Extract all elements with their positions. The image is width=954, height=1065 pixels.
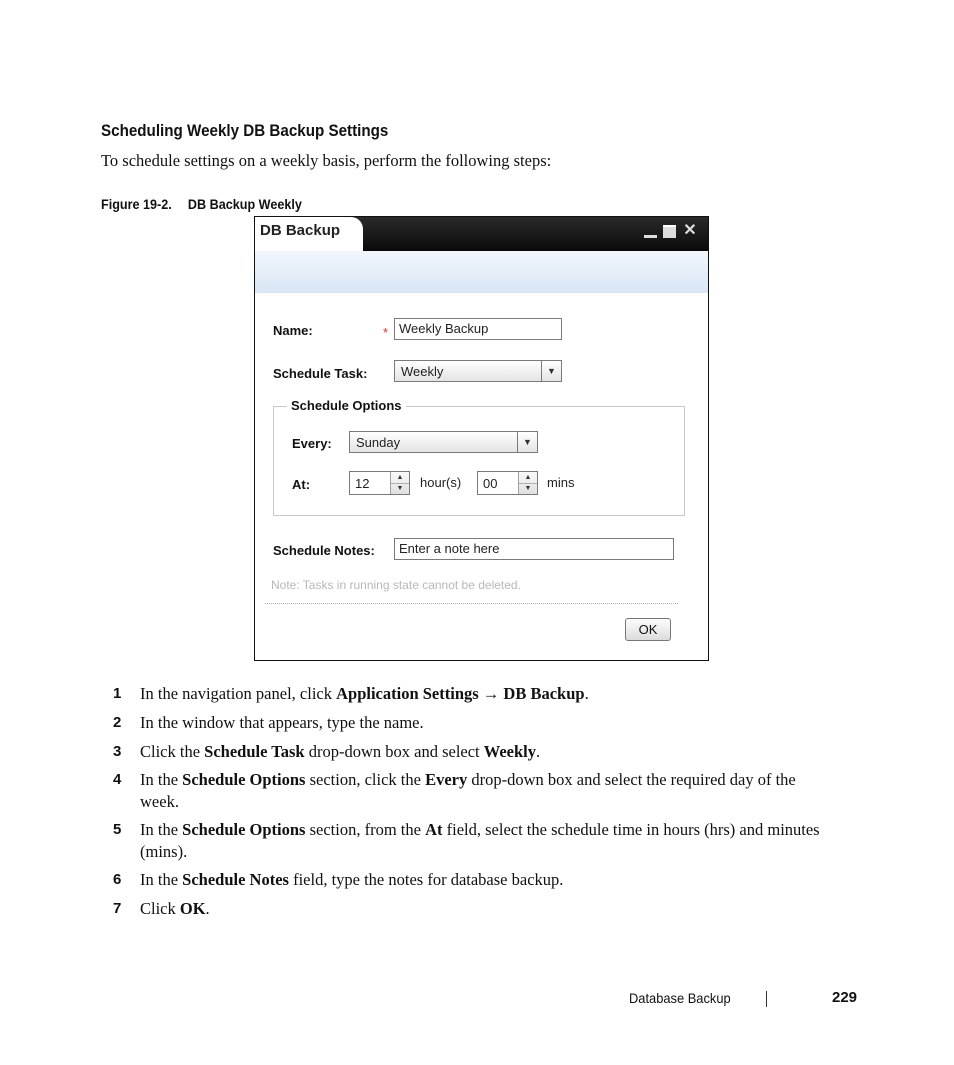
footer-section: Database Backup: [629, 990, 731, 1006]
step-text-part: section, click the: [305, 770, 426, 789]
every-label: Every:: [292, 436, 332, 451]
step-text: [140, 869, 830, 891]
schedule-task-select[interactable]: [394, 360, 562, 382]
schedule-notes-input[interactable]: Enter a note here: [394, 538, 674, 560]
step-text: [140, 712, 830, 734]
mins-stepper[interactable]: [477, 471, 538, 495]
schedule-task-value: Weekly: [401, 364, 444, 379]
step-number: 3: [113, 743, 122, 760]
window-controls: [644, 223, 698, 239]
step-text-part: drop-down box and select the required day of the week.: [140, 770, 796, 811]
section-intro: To schedule settings on a weekly basis, perform the following steps:: [101, 151, 552, 170]
every-select[interactable]: [349, 431, 538, 453]
decrement-icon[interactable]: ▼: [396, 485, 404, 492]
step-number: 4: [113, 771, 122, 788]
maximize-icon[interactable]: [663, 225, 676, 238]
schedule-task-label: Schedule Task:: [273, 366, 368, 381]
schedule-options-legend: Schedule Options: [287, 398, 406, 413]
step-text-part: field, type the notes for database backup.: [288, 870, 564, 889]
hours-stepper-buttons: [390, 472, 409, 494]
step-ui-term: Weekly: [483, 742, 537, 761]
step-text: [140, 819, 830, 863]
dialog-titlebar: [255, 217, 708, 251]
step-ui-term: Every: [425, 770, 468, 789]
name-label: Name:: [273, 323, 313, 338]
step-text: [140, 683, 830, 705]
step-ui-term: Schedule Options: [182, 820, 306, 839]
divider: [265, 603, 678, 604]
step-text-part: In the: [140, 820, 183, 839]
figure-number: Figure 19-2.: [101, 196, 172, 212]
step-text-part: drop-down box and select: [304, 742, 484, 761]
step-text-part: section, from the: [305, 820, 426, 839]
chevron-down-icon[interactable]: ▼: [517, 432, 537, 452]
step-text-part: In the: [140, 870, 183, 889]
mins-value: 00: [483, 476, 498, 491]
step-text: [140, 898, 830, 920]
step-text-part: .: [205, 899, 210, 918]
step-text-part: →: [478, 684, 504, 703]
increment-icon[interactable]: ▲: [519, 472, 537, 484]
step-text-part: In the window that appears, type the name.: [140, 713, 424, 732]
dialog-header-band: [255, 251, 708, 293]
step-number: 1: [113, 685, 122, 702]
ok-button[interactable]: OK: [625, 618, 671, 641]
required-mark: *: [383, 325, 389, 340]
figure-caption: [101, 196, 302, 212]
hours-stepper[interactable]: [349, 471, 410, 495]
step-text-part: In the navigation panel, click: [140, 684, 337, 703]
step-ui-term: Schedule Notes: [182, 870, 289, 889]
step-text-part: In the: [140, 770, 183, 789]
schedule-notes-label: Schedule Notes:: [273, 543, 375, 558]
schedule-options-group: [273, 406, 685, 516]
step-number: 2: [113, 714, 122, 731]
chevron-down-icon[interactable]: ▼: [541, 361, 561, 381]
close-icon[interactable]: ✕: [683, 222, 697, 239]
dialog-title: DB Backup: [260, 222, 341, 239]
step-text-part: .: [584, 684, 589, 703]
footer-separator: [766, 991, 767, 1007]
section-heading: Scheduling Weekly DB Backup Settings: [101, 122, 389, 140]
step-text-part: Click: [140, 899, 180, 918]
step-ui-term: Application Settings: [336, 684, 479, 703]
step-ui-term: Schedule Options: [182, 770, 306, 789]
step-number: 6: [113, 871, 122, 888]
increment-icon[interactable]: ▲: [391, 472, 409, 484]
step-text: [140, 769, 830, 813]
minimize-icon[interactable]: [644, 235, 657, 238]
name-input[interactable]: Weekly Backup: [394, 318, 562, 340]
every-value: Sunday: [356, 435, 401, 450]
step-ui-term: DB Backup: [503, 684, 585, 703]
step-text-part: field, select the schedule time in hours (hrs) and minutes (mins).: [140, 820, 820, 861]
step-text-part: Click the: [140, 742, 205, 761]
page-number: 229: [832, 989, 858, 1006]
dialog-title-tab: [255, 217, 363, 251]
hours-unit: hour(s): [420, 475, 462, 490]
step-ui-term: OK: [179, 899, 206, 918]
mins-stepper-buttons: [518, 472, 537, 494]
hours-value: 12: [355, 476, 370, 491]
step-text: [140, 741, 830, 763]
db-backup-dialog: [254, 216, 709, 661]
decrement-icon[interactable]: ▼: [524, 485, 532, 492]
figure-title: DB Backup Weekly: [187, 196, 302, 212]
step-ui-term: Schedule Task: [204, 742, 305, 761]
step-ui-term: At: [425, 820, 443, 839]
step-number: 7: [113, 900, 122, 917]
mins-unit: mins: [547, 475, 575, 490]
step-text-part: .: [536, 742, 541, 761]
at-label: At:: [292, 477, 311, 492]
note-text: Note: Tasks in running state cannot be deleted.: [271, 578, 521, 592]
step-number: 5: [113, 821, 122, 838]
